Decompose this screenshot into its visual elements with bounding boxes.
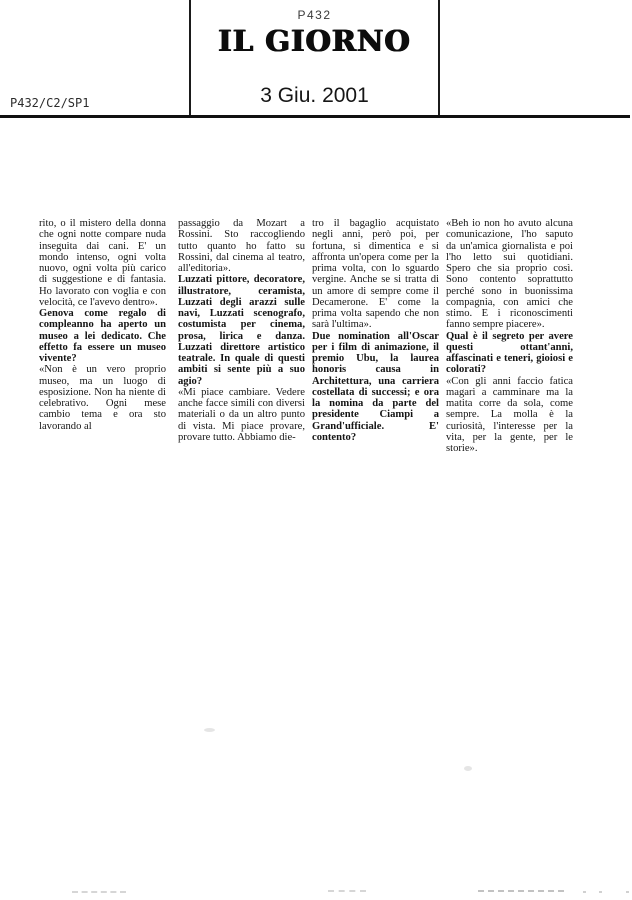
scan-artifact-dot	[626, 891, 629, 893]
scan-artifact-dashes	[478, 890, 564, 892]
interview-answer-paragraph: «Non è un vero proprio museo, ma un luogo di esposizione. Non ha niente di celebrativo. Ogni mese cambio tema e ora sto lavorando al	[39, 364, 166, 432]
page-code: P432	[297, 8, 332, 22]
interview-answer-paragraph: «Beh io non ho avuto alcuna comunicazione, l'ho saputo da un'amica giornalista e poi l'ho letto sui quotidiani. Spero che sia proprio così. Sono contento soprattutto perché sono in buonissima compagnia, con amici che stimo. E i riconoscimenti fanno sempre piacere».	[446, 218, 573, 331]
article-column-1	[39, 218, 166, 432]
interview-question-paragraph: Due nomination all'Oscar per i film di animazione, il premio Ubu, la laurea honoris causa in Architettura, una carriera costellata di successi; e ora la nomina da parte del presidente Ciampi a Grand'ufficiale. E' contento?	[312, 330, 439, 443]
newspaper-masthead: IL GIORNO	[218, 24, 411, 58]
scan-artifact-dot	[599, 891, 602, 893]
interview-answer-paragraph: rito, o il mistero della donna che ogni notte compare nuda inseguita dai cani. E' un mondo intenso, ogni volta nuovo, ogni volta più carico di suggestione e di fantasia. Ho lavorato con voglia e con velocità, ce l'avevo dentro».	[39, 218, 166, 308]
interview-question-paragraph: Luzzati pittore, decoratore, illustratore, ceramista, Luzzati degli arazzi sulle navi, Luzzati scenografo, costumista per cinema, prosa, lirica e danza. Luzzati direttore artistico teatrale. In quale di questi ambiti si sente più a suo agio?	[178, 274, 305, 387]
article-column-2	[178, 218, 305, 443]
interview-answer-paragraph: «Mi piace cambiare. Vedere anche facce simili con diversi materiali o da un altro punto di vista. Mi piace provare, provare tutto. Abbiamo die-	[178, 386, 305, 443]
scan-artifact-speck	[204, 728, 215, 732]
interview-question-paragraph: Qual è il segreto per avere questi ottant'anni, affascinati e teneri, gioiosi e colorati?	[446, 330, 573, 376]
interview-answer-paragraph: «Con gli anni faccio fatica magari a camminare ma la matita corre da sola, come sempre. La molla è la curiosità, l'interesse per la vita, per la gente, per le storie».	[446, 375, 573, 454]
interview-answer-paragraph: tro il bagaglio acquistato negli anni, però poi, per fortuna, si dimentica e si affronta un'opera come per la prima volta, con lo sguardo vergine. Anche se si tratta di un amore di sempre come il Decamerone. E' come la prima volta sapendo che non sarà l'ultima».	[312, 218, 439, 331]
scan-artifact-speck	[464, 766, 472, 771]
interview-answer-paragraph: passaggio da Mozart a Rossini. Sto raccogliendo tutto quanto ho fatto su Rossini, dal cinema al teatro, all'editoria».	[178, 218, 305, 274]
scan-artifact-dot	[583, 891, 586, 893]
clipping-reference-code: P432/C2/SP1	[10, 96, 90, 110]
issue-date: 3 Giu. 2001	[260, 84, 369, 107]
interview-question-paragraph: Genova come regalo di compleanno ha aperto un museo a lei dedicato. Che effetto fa essere un museo vivente?	[39, 308, 166, 364]
header-horizontal-rule	[0, 115, 630, 118]
scan-artifact-dashes	[328, 890, 366, 892]
article-column-4	[446, 218, 573, 454]
article-column-3	[312, 218, 439, 443]
scan-artifact-dashes	[72, 891, 126, 893]
